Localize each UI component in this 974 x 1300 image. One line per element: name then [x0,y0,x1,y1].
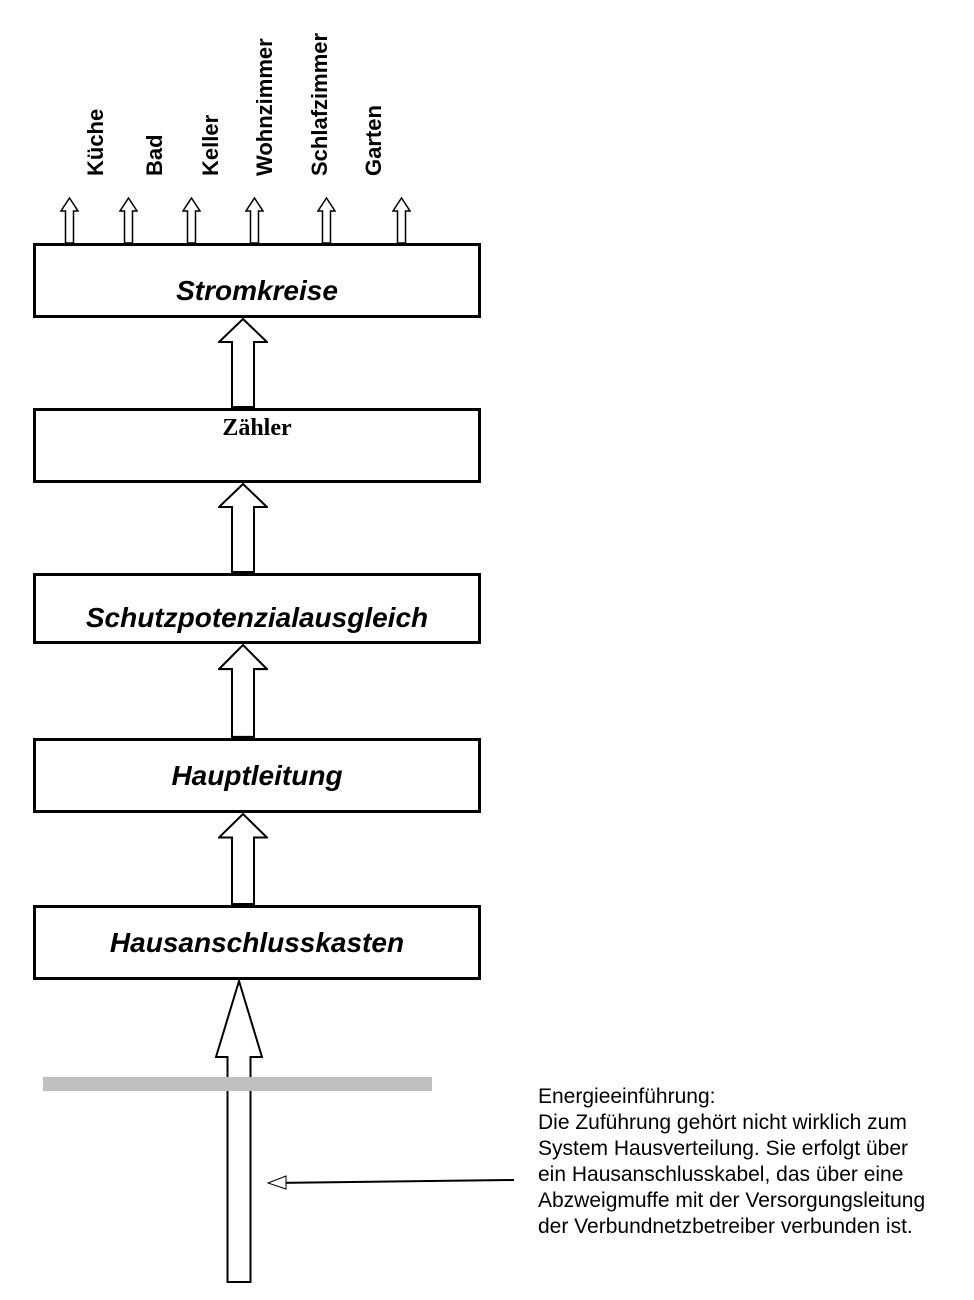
annotation-line-2: System Hausverteilung. Sie erfolgt über [538,1137,909,1160]
flow-arrow-icon [218,318,268,408]
box-schutzpotenzialausgleich-label: Schutzpotenzialausgleich [85,602,429,633]
box-schutzpotenzialausgleich [33,573,481,644]
annotation-pointer-arrow-icon [258,1168,520,1198]
annotation-line-3: ein Hausanschlusskabel, das über eine [538,1163,904,1186]
box-hausanschlusskasten-label: Hausanschlusskasten [109,926,405,958]
box-hauptleitung [33,738,481,813]
box-zaehler [33,408,481,483]
flow-arrow-icon [218,813,268,905]
box-zaehler-label: Zähler [222,415,292,441]
annotation-line-4: Abzweigmuffe mit der Versorgungsleitung [538,1189,926,1212]
circuit-label-wohnzimmer: Wohnzimmer [252,38,277,176]
flow-arrow-icon [218,483,268,573]
branch-arrow-icon [317,197,336,244]
branch-arrow-icon [60,197,79,244]
box-hauptleitung-label: Hauptleitung [171,759,343,791]
annotation-line-5: der Verbundnetzbetreiber verbunden ist. [538,1215,913,1238]
circuit-label-bad: Bad [142,134,167,176]
branch-arrow-icon [392,197,411,244]
annotation-block [538,1084,970,1240]
circuit-label-keller: Keller [198,114,223,176]
box-stromkreise [33,243,481,318]
circuit-label-garten: Garten [361,105,386,176]
annotation-title: Energieeinführung: [538,1085,716,1108]
ground-bar [43,1077,432,1091]
circuit-label-schlafzimmer: Schlafzimmer [307,32,332,176]
circuit-label-kueche: Küche [83,108,108,176]
annotation-line-1: Die Zuführung gehört nicht wirklich zum [538,1111,907,1134]
branch-arrow-icon [182,197,201,244]
branch-arrow-icon [119,197,138,244]
box-hausanschlusskasten [33,905,481,980]
branch-arrow-icon [245,197,264,244]
supply-arrow-icon [215,980,263,1283]
box-stromkreise-label: Stromkreise [176,275,338,306]
flow-arrow-icon [218,644,268,738]
